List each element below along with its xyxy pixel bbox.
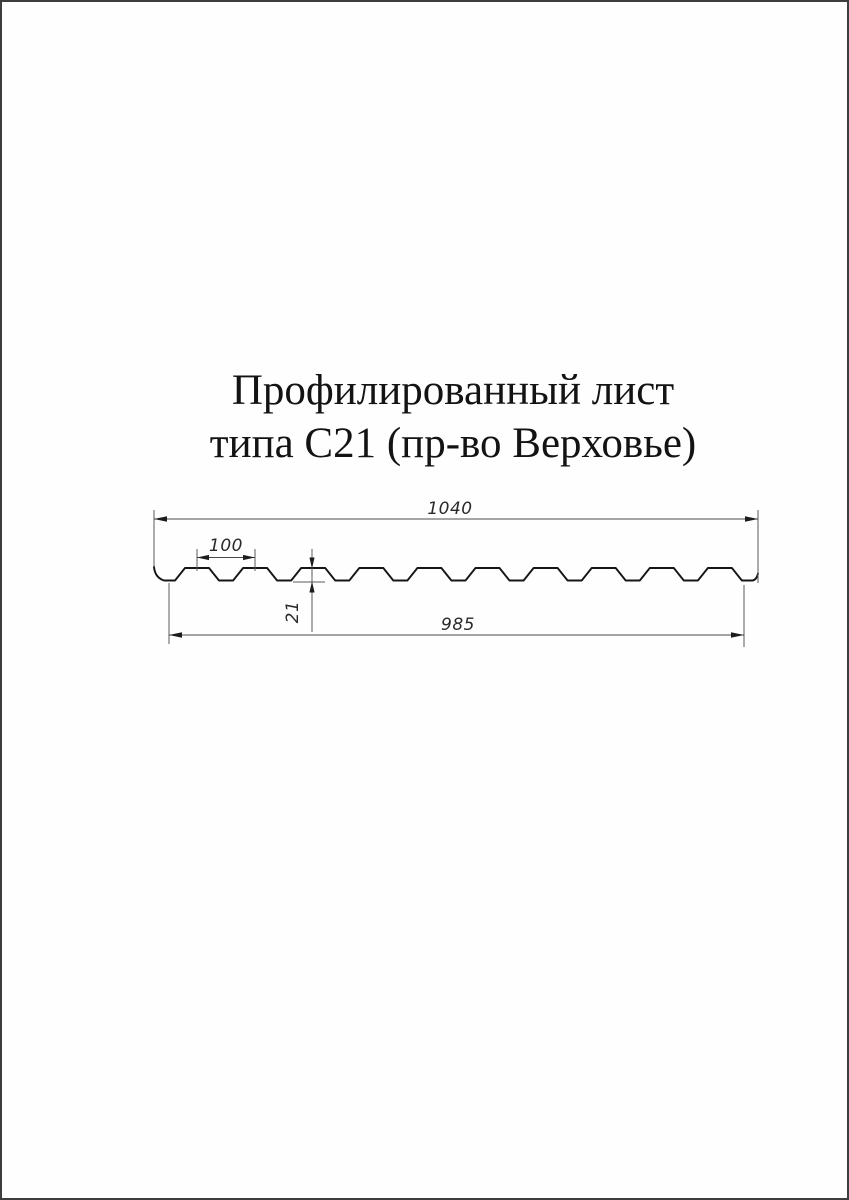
- arrow-right-icon: [243, 555, 255, 560]
- arrow-left-icon: [154, 516, 167, 521]
- profile-height-label: 21: [283, 600, 303, 624]
- arrow-left-icon: [197, 555, 209, 560]
- working-width-dimension: [169, 583, 744, 647]
- title-line-1: Профилированный лист: [231, 367, 675, 414]
- wave-pitch-dimension: [197, 536, 255, 571]
- wave-pitch-label: 100: [209, 536, 243, 556]
- arrow-up-icon: [309, 582, 314, 593]
- title-line-2: типа С21 (пр-во Верховье): [209, 420, 697, 467]
- arrow-down-icon: [309, 558, 314, 569]
- arrow-right-icon: [745, 516, 758, 521]
- profile-height-dimension: [283, 549, 325, 632]
- arrow-left-icon: [169, 632, 182, 637]
- arrow-right-icon: [731, 632, 744, 637]
- profile-drawing: [2, 2, 849, 1200]
- working-width-label: 985: [441, 615, 475, 635]
- overall-width-dimension: [154, 499, 758, 583]
- overall-width-label: 1040: [427, 499, 473, 519]
- profile-outline: [154, 567, 758, 581]
